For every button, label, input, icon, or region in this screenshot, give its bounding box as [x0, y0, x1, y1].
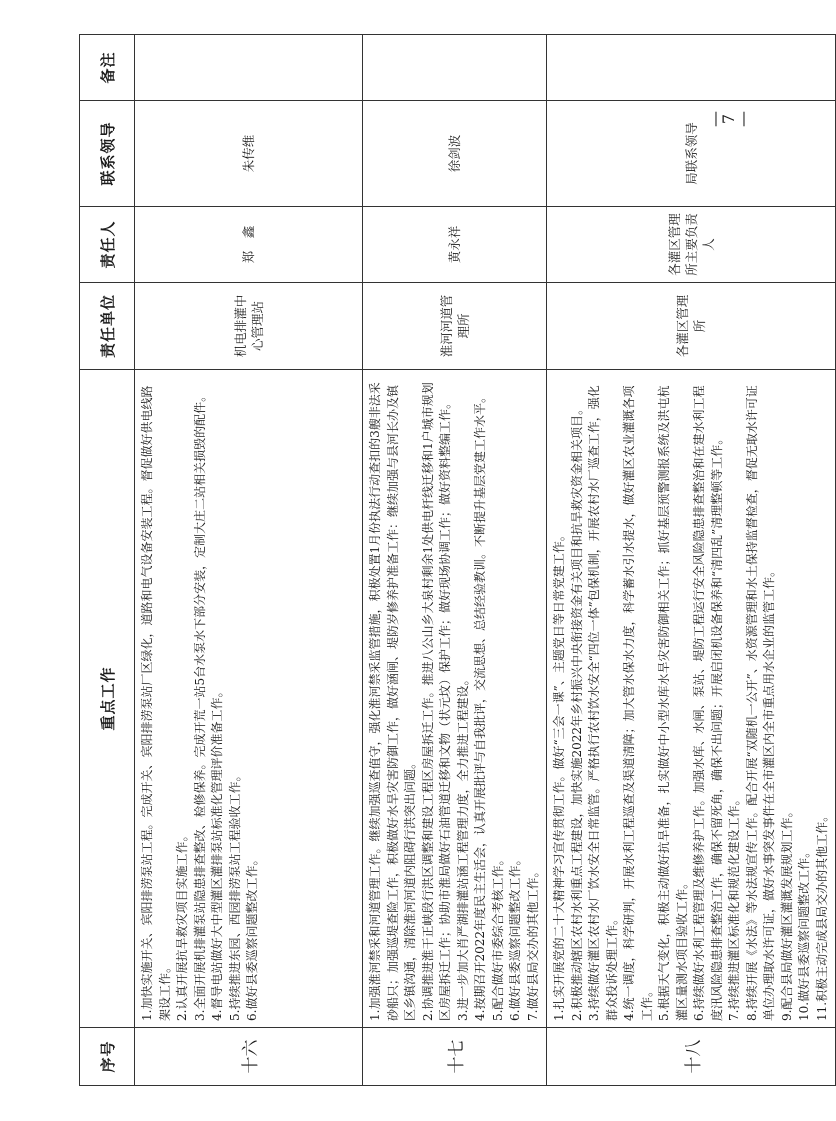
row-person: 郑 鑫	[135, 207, 363, 283]
row-person: 黄永祥	[363, 207, 547, 283]
row-unit: 各灌区管理所	[547, 283, 836, 370]
table-row	[135, 35, 363, 1086]
work-item: 7.持续推进灌区标准化和规范化建设工作。	[727, 793, 741, 1021]
table-row	[363, 35, 547, 1086]
header-person: 责任人	[80, 207, 135, 283]
table-row	[547, 35, 836, 1086]
row-unit: 机电排灌中心管理站	[135, 283, 363, 370]
row-note	[135, 35, 363, 101]
work-item: 2.认真开展抗旱救灾项目实施工作。	[175, 829, 189, 1021]
row-leader: 徐剑波	[363, 101, 547, 207]
row-note	[363, 35, 547, 101]
work-item: 3.进一步加大肖严湖排灌站涵工程管理力度，全力推进工程建设。	[455, 673, 470, 1021]
row-work	[363, 370, 547, 1028]
work-item: 4.按期召开2022年度民主生活会，认真开展批评与自我批评，交流思想、总结经验教训。不断提升基层党建工作水平。	[473, 391, 487, 1021]
work-item: 5.持续推进东园、西园排涝泵站工程验收工作。	[227, 769, 242, 1021]
row-seq: 十六	[135, 1028, 363, 1086]
row-leader: 局联系领导	[547, 101, 836, 207]
header-seq: 序号	[80, 1028, 135, 1086]
page-number: —7—	[705, 111, 752, 127]
row-leader: 朱传维	[135, 101, 363, 207]
work-item: 3.持续做好灌区农村水厂饮水安全日常监管。严格执行农村饮水安全“四位一体”包保机制，开展农村水厂巡查工作，强化群众投诉处理工作。	[587, 385, 619, 1021]
header-leader: 联系领导	[80, 101, 135, 207]
work-item: 1.加强淮河禁采和河道管理工作。继续加强巡查值守，强化淮河禁采监管措施，积极处置1月份执法行动查扣的3艘非法采砂船只；加强巡堤查险工作，积极做好水旱灾害防御工作，做好涵闸、堤防岁修养护准备工作：继续加强与县河长办及镇区乡镇沟通，清除淮河河道内阻碍行洪突出问题。	[368, 382, 417, 1021]
row-unit: 淮河河道管理所	[363, 283, 547, 370]
work-item: 2.积极推动辖区农村水利重点工程建设，加快实施2022年乡村振兴中央衔接资金有关项目和抗旱救灾资金相关项目。	[569, 403, 584, 1021]
work-item: 8.持续开展《水法》等水法规宣传工作。配合开展“双随机一公开”、水资源管理和水土保持监督检查，督促无取水许可证单位办理取水许可证，做好水事突发事件在全市灌区内全市重点用水企业的监管工作。	[744, 385, 776, 1021]
work-item: 1.加快实施开关、宾阳排涝泵站工程。完成开关、宾阳排涝泵站厂区绿化，道路和电气设备安装工程。督促做好供电线路架设工作。	[140, 385, 172, 1021]
row-seq: 十七	[363, 1028, 547, 1086]
work-item: 4.督导电站做好大中型灌区灌排泵站标准化管理评价准备工作。	[210, 685, 224, 1021]
work-item: 5.配合做好市委综合考核工作。	[490, 853, 505, 1021]
work-item: 6.做好县委巡察问题整改工作。	[245, 853, 259, 1021]
row-work	[135, 370, 363, 1028]
work-item: 5.根据天气变化，积极主动做好抗旱准备，扎实做好中小型水库水旱灾害防御相关工作；抓好基层预警测报系统及洪屯杭灌区量测水项目验收工作。	[657, 385, 689, 1021]
table-header-row	[80, 35, 135, 1086]
header-unit: 责任单位	[80, 283, 135, 370]
work-item: 4.统一调度，科学研判，开展水利工程巡查及渠道清障；加大管水保水力度，科学蓄水引水提水，做好灌区农业灌溉各项工作。	[622, 385, 654, 1021]
row-work	[547, 370, 836, 1028]
work-item: 10.做好县委巡察问题整改工作。	[797, 845, 811, 1021]
work-item: 1.扎实开展党的二十大精神学习宣传贯彻工作。做好“三会一课”、主题党日等日常党建工作。	[552, 529, 566, 1021]
work-item: 9.配合县局做好灌区灌溉发展规划工作。	[779, 805, 794, 1021]
work-item: 7.做好县局交办的其他工作。	[525, 865, 540, 1021]
work-item: 6.持续做好水利工程管理及维修养护工作。加强水库、水闸、泵站、堤防工程运行安全风险隐患排查整治和在建水利工程度汛风险隐患排查整治工作，确保不留死角，确保不出问题；开展启闭机设备保养和“清四乱”清理整顿等工作。	[692, 385, 724, 1021]
row-note	[547, 35, 836, 101]
row-seq: 十八	[547, 1028, 836, 1086]
rotated-page-content	[79, 35, 829, 1086]
header-note: 备注	[80, 35, 135, 101]
work-item: 2.协调推进淮干正峡段行洪区调整和建设工程区房屋拆迁工作。推进八公山乡大泉村剩余1处供电杆线迁移和1户城市规划区房屋拆迁工作；协助市淮局做好石油管道迁移和文物（状元坟）保护工作；做好现场协调工作；做好资料整编工作。	[420, 382, 452, 1021]
key-work-table	[79, 34, 836, 1086]
work-item: 6.做好县委巡察问题整改工作。	[508, 853, 522, 1021]
work-item: 3.全面开展机排灌泵站隐患排查整改、检修保养。完成开荒一站5台水泵水下部分安装，定制大庄二站相关损毁的配件。	[192, 389, 207, 1021]
row-person: 各灌区管理所主要负责人	[547, 207, 836, 283]
work-item: 11.积极主动完成县局交办的其他工作。	[814, 809, 829, 1021]
header-work: 重点工作	[80, 370, 135, 1028]
